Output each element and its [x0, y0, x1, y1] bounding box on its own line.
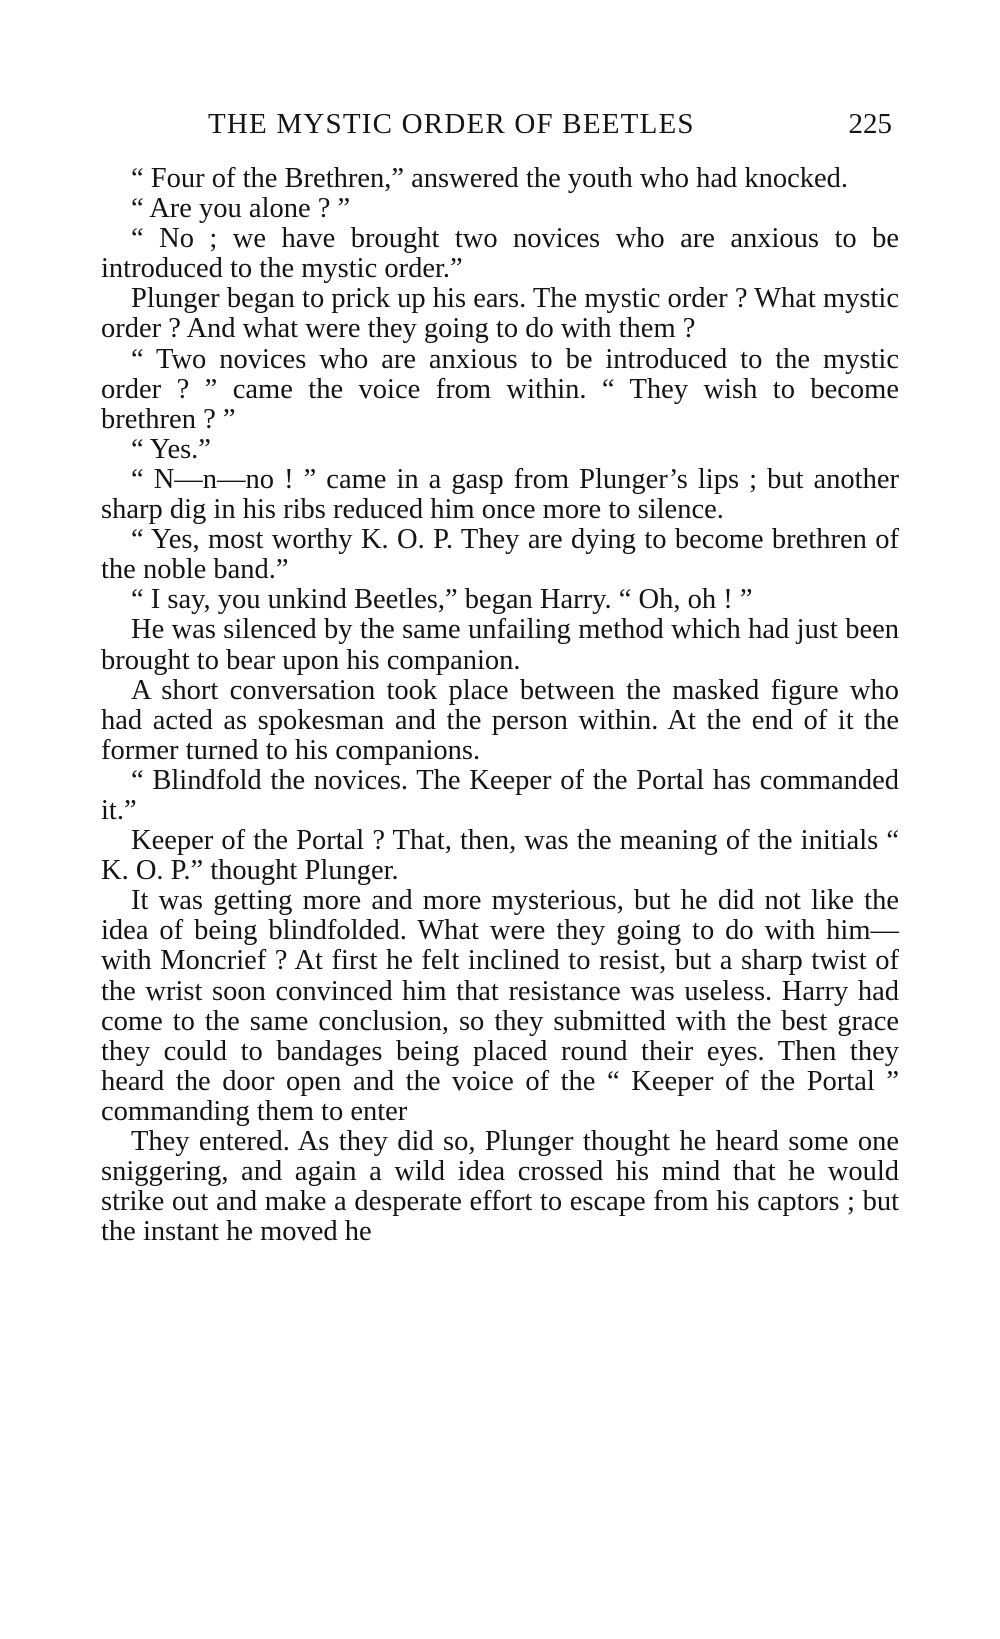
paragraph: He was silenced by the same unfailing method which had just been brought to bear upon his companion. [101, 614, 899, 676]
paragraph: “ Four of the Brethren,” answered the youth who had knocked. [131, 163, 849, 194]
paragraph: “ Yes, most worthy K. O. P. They are dying to become brethren of the noble band.” [101, 524, 899, 586]
running-header [208, 108, 892, 141]
paragraph: “ Are you alone ? ” [131, 193, 351, 225]
paragraph: They entered. As they did so, Plunger thought he heard some one sniggering, and again a wild idea crossed his mind that he would strike out and make a desperate effort to escape from his captors ; but the instant he moved he [101, 1126, 899, 1248]
paragraph: “ Blindfold the novices. The Keeper of the Portal has commanded it.” [101, 764, 899, 826]
body-text [101, 164, 899, 1247]
paragraph: “ I say, you unkind Beetles,” began Harry. “ Oh, oh ! ” [131, 584, 753, 616]
paragraph: It was getting more and more mysterious, but he did not like the idea of being blindfolded. What were they going to do with him—with Moncrief ? At first he felt inclined to resist, but a sharp twist of the wrist soon convinced him that resistance was useless. Harry had come to the same conclusion, so they submitted with the best grace they could to bandages being placed round their eyes. Then they heard the door open and the voice of the “ Keeper of the Portal ” commanding them to enter [101, 885, 899, 1127]
paragraph: A short conversation took place between the masked figure who had acted as spokesman and the person within. At the end of it the former turned to his companions. [101, 674, 899, 766]
paragraph: “ Two novices who are anxious to be introduced to the mystic order ? ” came the voice from within. “ They wish to become brethren ? ” [101, 343, 899, 435]
page-number: 225 [848, 108, 892, 140]
paragraph: Plunger began to prick up his ears. The mystic order ? What mystic order ? And what were they going to do with them ? [101, 283, 899, 345]
chapter-title: THE MYSTIC ORDER OF BEETLES [208, 108, 695, 140]
paragraph: Keeper of the Portal ? That, then, was the meaning of the initials “ K. O. P.” thought Plunger. [101, 825, 899, 887]
paragraph: “ N—n—no ! ” came in a gasp from Plunger’s lips ; but another sharp dig in his ribs reduced him once more to silence. [101, 463, 899, 526]
paragraph: “ No ; we have brought two novices who are anxious to be introduced to the mystic order.” [101, 223, 899, 285]
paragraph: “ Yes.” [131, 433, 211, 465]
